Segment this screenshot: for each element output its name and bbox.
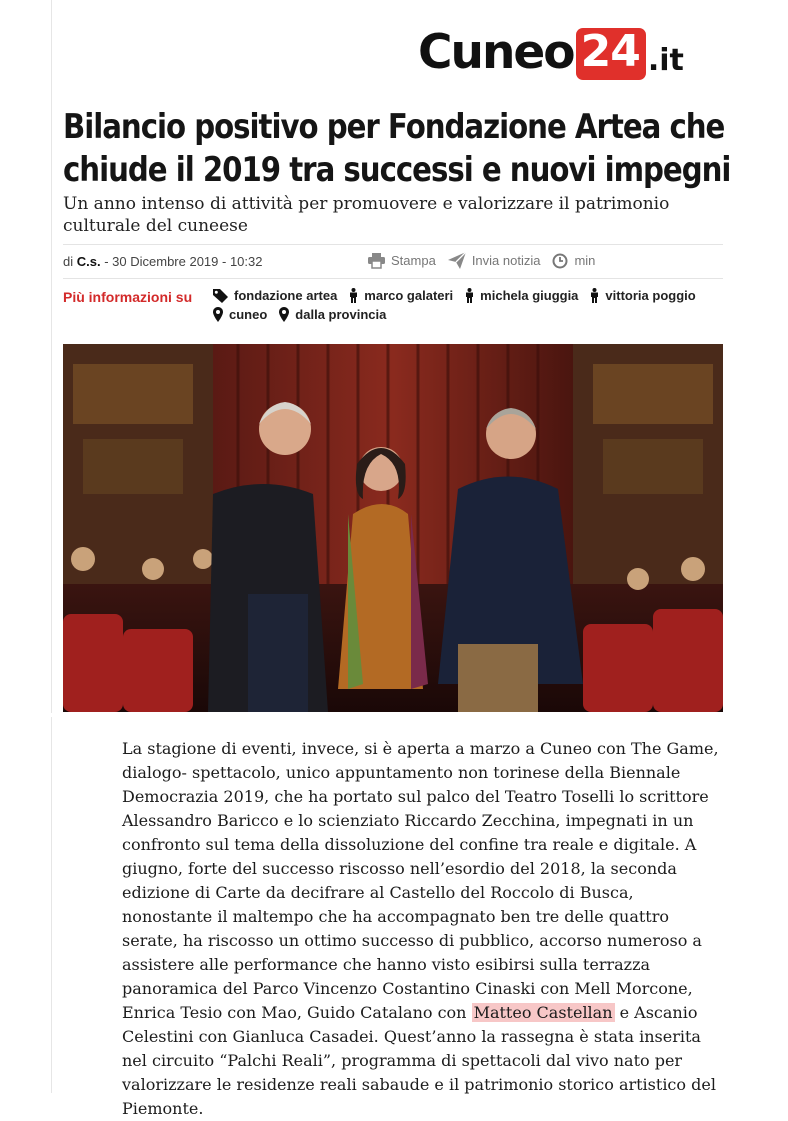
article-tools [368, 252, 595, 269]
tag-label: fondazione artea [234, 288, 338, 303]
clock-icon [552, 253, 568, 269]
tag-cuneo[interactable] [213, 307, 267, 322]
site-logo[interactable] [418, 14, 684, 84]
location-icon [279, 307, 289, 322]
printer-icon [368, 253, 385, 268]
logo-tld: .it [647, 43, 684, 78]
person-icon [590, 288, 599, 303]
person-icon [465, 288, 474, 303]
tag-michela-giuggia[interactable] [465, 288, 578, 303]
author-link[interactable]: C.s. [76, 254, 101, 269]
article-body-part2: e Ascanio Celestini con Gianluca Casadei. Quest’anno la rassegna è stata inserita nel circuito “Palchi Reali”, programma di spettacoli dal vivo nato per valorizzare le residenze reali sabaude e il patrimonio storico artistico del Piemonte. [122, 1003, 716, 1118]
article-body [122, 737, 722, 1121]
theater-photo-illustration [63, 344, 723, 712]
read-time [552, 253, 595, 269]
print-button[interactable] [368, 253, 436, 268]
article-meta-bar [63, 244, 723, 279]
tag-dalla-provincia[interactable] [279, 307, 386, 322]
send-news-button[interactable] [448, 252, 541, 269]
print-label: Stampa [391, 253, 436, 268]
left-margin-rule [0, 0, 52, 1093]
tag-label: cuneo [229, 307, 268, 322]
publish-date: - 30 Dicembre 2019 - 10:32 [104, 254, 263, 269]
tag-label: vittoria poggio [605, 288, 696, 303]
article-photo [63, 344, 723, 712]
tag-label: michela giuggia [480, 288, 579, 303]
person-icon [349, 288, 358, 303]
article-body-part1: La stagione di eventi, invece, si è aperta a marzo a Cuneo con The Game, dialogo- spettacolo, unico appuntamento non torinese della Biennale Democrazia 2019, che ha portato sul palco del Teatro Toselli lo scrittore Alessandro Baricco e lo scienziato Riccardo Zecchina, impegnati in un confronto sul tema della dissoluzione del confine tra reale e digitale. A giugno, forte del successo riscosso nell’esordio del 2018, la seconda edizione di Carte da decifrare al Castello del Roccolo di Busca, nonostante il maltempo che ha accompagnato ben tre delle quattro serate, ha riscosso un ottimo successo di pubblico, accorso numeroso a assistere alle performance che hanno visto esibirsi sulla terrazza panoramica del Parco Vincenzo Costantino Cinaski con Mell Morcone, Enrica Tesio con Mao, Guido Catalano con [122, 739, 719, 1022]
send-news-label: Invia notizia [471, 253, 541, 268]
logo-word: Cuneo [418, 25, 574, 80]
tag-label: marco galateri [364, 288, 454, 303]
tag-marco-galateri[interactable] [349, 288, 453, 303]
tag-icon [213, 289, 228, 303]
highlighted-name-link[interactable]: Matteo Castellan [473, 1003, 613, 1022]
tag-vittoria-poggio[interactable] [590, 288, 695, 303]
send-icon [448, 252, 466, 269]
more-info-label: Più informazioni su [63, 289, 193, 305]
tag-label: dalla provincia [295, 307, 387, 322]
tag-fondazione-artea[interactable] [213, 288, 337, 303]
article-title: Bilancio positivo per Fondazione Artea che chiude il 2019 tra successi e nuovi impegni [63, 107, 731, 190]
logo-number-badge: 24 [576, 28, 646, 80]
related-tags [63, 288, 723, 328]
article-subtitle: Un anno intenso di attività per promuovere e valorizzare il patrimonio culturale del cuneese [63, 194, 670, 236]
tag-list [213, 288, 723, 322]
read-time-label: min [574, 253, 596, 268]
byline-prefix: di [63, 254, 74, 269]
byline [63, 254, 262, 269]
location-icon [213, 307, 223, 322]
